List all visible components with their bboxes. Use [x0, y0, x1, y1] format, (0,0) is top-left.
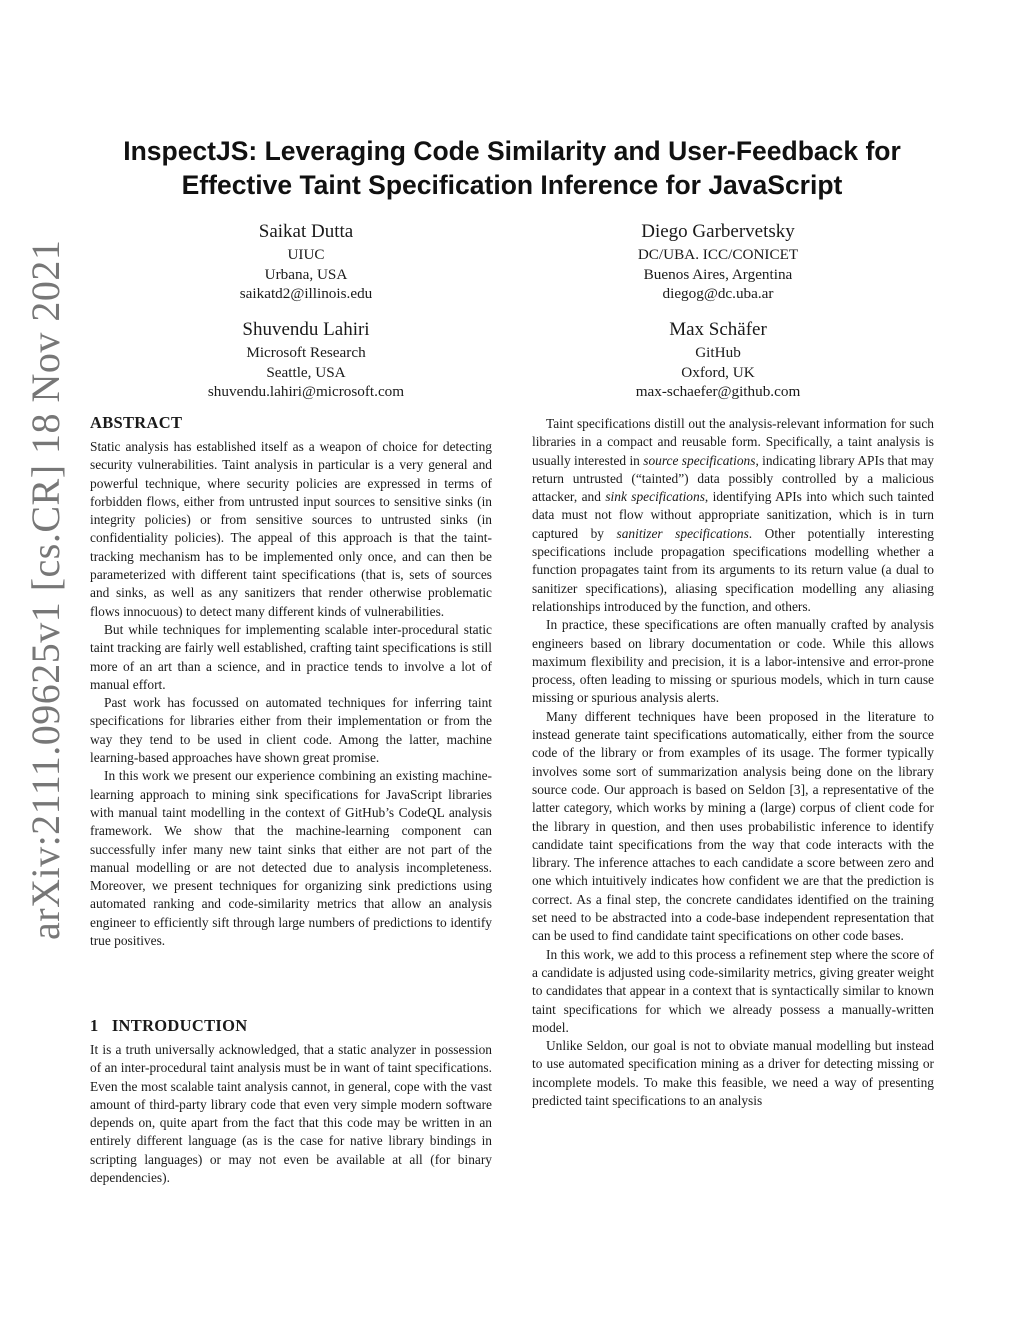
author-affiliation: GitHub: [695, 344, 741, 361]
emphasis-source-specifications: source specifications: [643, 452, 756, 468]
author-name: Shuvendu Lahiri: [242, 319, 370, 340]
intro-paragraph: It is a truth universally acknowledged, that a static analyzer in possession of an inter-procedural taint analysis must be in want of taint specifications. Even the most scalable taint analysis cannot, in general, cope with the vast amount of third-party library code that even very simple modern software depends on, quite apart from the fact that this code may be written in an entirely different language (as is the case for native library bindings in scripting languages) or may not even be available at all (for binary dependencies).: [90, 1042, 492, 1186]
author-location: Urbana, USA: [264, 265, 348, 283]
body-paragraph: Many different techniques have been proposed in the literature to instead generate taint specifications automatically, either from the source code of the library or from examples of its usage. The former typically involves some sort of summarization analysis being done on the library source code. Our approach is based on Seldon [3], a representative of the latter category, which works by mining a (large) corpus of client code for the library in question, and then uses probabilistic inference to identify candidate taint specifications from the way that code interacts with the library. The inference attaches to each candidate a score between zero and one which intuitively indicates how confident we are that the prediction is correct. As a final step, the concrete candidates identified on the training set need to be abstracted into a code-base independent representation that can be used to find candidate taint specifications on other code bases.: [532, 708, 934, 944]
author-block-2: [548, 219, 888, 304]
introduction-body: [90, 1041, 492, 1187]
title-line-1: InspectJS: Leveraging Code Similarity and User-Feedback for: [123, 136, 901, 166]
title-line-2: Effective Taint Specification Inference for JavaScript: [181, 170, 843, 200]
author-name: Diego Garbervetsky: [641, 221, 795, 242]
author-block-1: [136, 219, 476, 304]
abstract-paragraph: In this work we present our experience combining an existing machine-learning approach to mining sink specifications for JavaScript libraries with manual taint modelling in the context of GitHub’s CodeQL analysis framework. We show that the machine-learning component can successfully infer many new taint sinks that either are not part of the manual modelling or are not detected due to analysis incompleteness. Moreover, we present techniques for organizing sink predictions using automated ranking and code-similarity metrics that allow an analysis engineer to efficiently sift through large numbers of predictions to identify true positives.: [90, 768, 492, 949]
abstract-body: [90, 438, 492, 950]
right-column-body: [532, 415, 934, 1110]
author-email: saikatd2@illinois.edu: [239, 285, 373, 303]
author-affiliation: DC/UBA. ICC/CONICET: [637, 246, 799, 263]
author-block-4: [548, 317, 888, 402]
author-block-3: [136, 317, 476, 402]
text-run: . Other potentially interesting specifications include propagation specifications modelling whether a function propagates taint from its arguments to its return value (a dual to sanitizer specifications), aliasing specification modelling any aliasing relationships introduced by the function, and others.: [532, 525, 934, 614]
author-affiliation: UIUC: [287, 246, 325, 263]
author-email: diegog@dc.uba.ar: [662, 285, 774, 303]
body-paragraph: In this work, we add to this process a refinement step where the score of a candidate is adjusted using code-similarity metrics, giving greater weight to candidates that appear in a context that is syntactically similar to known taint specifications for which we already possess a manually-written model.: [532, 946, 934, 1035]
body-paragraph: In practice, these specifications are often manually crafted by analysis engineers based on library documentation or code. While this allows maximum flexibility and precision, it is a labor-intensive and error-prone process, often leading to missing or spurious models, which in turn cause missing or spurious analysis alerts.: [532, 617, 934, 706]
author-email: shuvendu.lahiri@microsoft.com: [207, 383, 405, 401]
author-location: Buenos Aires, Argentina: [643, 265, 793, 283]
author-name: Saikat Dutta: [258, 221, 354, 242]
author-name: Max Schäfer: [669, 319, 767, 340]
body-paragraph: Unlike Seldon, our goal is not to obviate manual modelling but instead to use automated specification mining as a driver for detecting missing or incomplete models. To make this feasible, we need a way of presenting predicted taint specifications to an analysis: [532, 1038, 934, 1108]
text-run: , indicating library APIs that may return untrusted (“tainted”) data possibly controlled by a malicious attacker, and: [532, 452, 935, 505]
author-location: Seattle, USA: [266, 363, 346, 381]
emphasis-sink-specifications: sink specifications: [605, 489, 705, 505]
abstract-paragraph: But while techniques for implementing scalable inter-procedural static taint tracking are fairly well established, crafting taint specifications is still more of an art than a science, and in practice tends to involve a lot of manual effort.: [90, 621, 492, 692]
abstract-paragraph: Past work has focussed on automated techniques for inferring taint specifications for libraries either from their implementation or from the way they tend to be used in client code. Among the latter, machine learning-based approaches have shown great promise.: [90, 695, 492, 766]
body-paragraph: [532, 415, 934, 616]
abstract-heading: ABSTRACT: [90, 413, 183, 432]
introduction-heading: 1 INTRODUCTION: [90, 1016, 248, 1035]
text-run: Taint specifications distill out the analysis-relevant information for such libraries in a compact and reusable form. Specifically, a taint analysis is usually interested in: [532, 416, 934, 468]
text-run: , identifying APIs into which such tainted data must not flow without appropriate sanitization, which is in turn captured by: [532, 489, 934, 541]
author-affiliation: Microsoft Research: [246, 344, 366, 361]
abstract-paragraph: Static analysis has established itself as a weapon of choice for detecting security vulnerabilities. Taint analysis in particular is a very general and powerful technique, where security policies are expressed in terms of forbidden flows, either from untrusted input sources to sensitive sinks (in integrity policies) or from sensitive sources to untrusted sinks (in confidentiality policies). The appeal of this approach is that the taint-tracking mechanism has to be implemented only once, and can then be parameterized with different taint specifications (that is, sets of sources and sinks, as well as any sanitizers that render otherwise problematic flows innocuous) to detect many different kinds of vulnerabilities.: [90, 439, 492, 619]
arxiv-identifier: arXiv:2111.09625v1 [cs.CR] 18 Nov 2021: [23, 239, 68, 940]
emphasis-sanitizer-specifications: sanitizer specifications: [616, 525, 749, 541]
paper-title: [100, 134, 924, 202]
author-email: max-schaefer@github.com: [635, 383, 801, 401]
author-location: Oxford, UK: [681, 363, 755, 381]
